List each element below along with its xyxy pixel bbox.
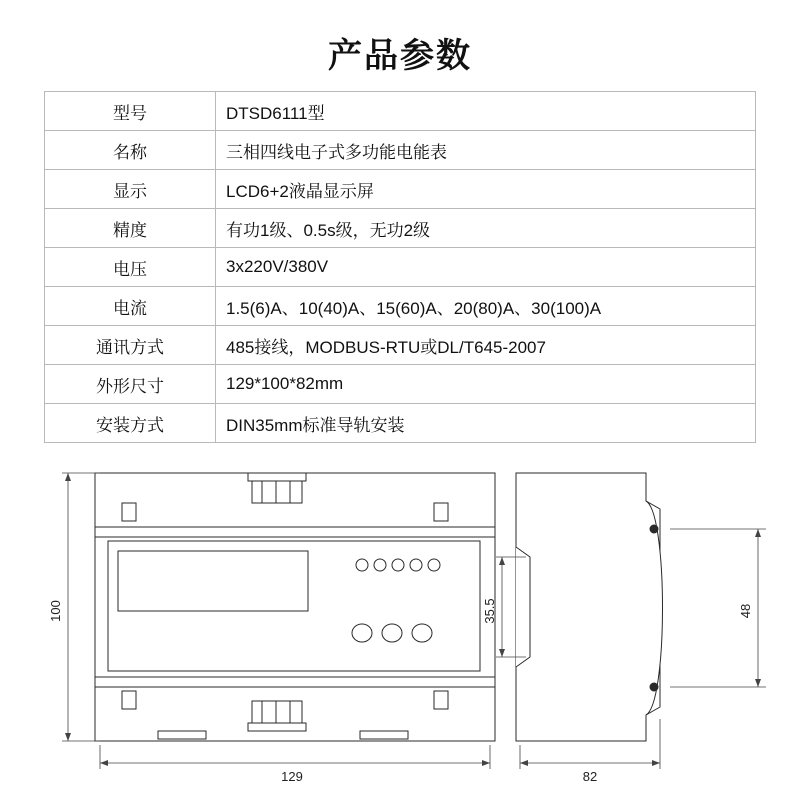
front-view bbox=[95, 473, 495, 741]
spec-value: 485接线，MODBUS-RTU或DL/T645-2007 bbox=[216, 326, 756, 365]
table-row bbox=[45, 131, 756, 170]
dim-side-height: 48 bbox=[738, 603, 753, 619]
table-row bbox=[45, 92, 756, 131]
table-row bbox=[45, 287, 756, 326]
spec-key: 显示 bbox=[45, 170, 216, 209]
dim-side-width: 82 bbox=[582, 769, 598, 784]
spec-key: 电流 bbox=[45, 287, 216, 326]
technical-drawing bbox=[0, 461, 800, 791]
spec-key: 外形尺寸 bbox=[45, 365, 216, 404]
spec-value: 三相四线电子式多功能电能表 bbox=[216, 131, 756, 170]
side-view bbox=[516, 473, 663, 741]
spec-key: 电压 bbox=[45, 248, 216, 287]
dim-front-width: 129 bbox=[281, 769, 303, 784]
dim-front-height: 100 bbox=[48, 600, 63, 622]
table-row bbox=[45, 326, 756, 365]
table-row bbox=[45, 404, 756, 443]
spec-value: 1.5(6)A、10(40)A、15(60)A、20(80)A、30(100)A bbox=[216, 287, 756, 326]
spec-value: LCD6+2液晶显示屏 bbox=[216, 170, 756, 209]
dim-rail: 35.5 bbox=[482, 598, 497, 624]
table-row bbox=[45, 170, 756, 209]
spec-value: 129*100*82mm bbox=[216, 365, 756, 404]
table-row bbox=[45, 248, 756, 287]
spec-value: DIN35mm标准导轨安装 bbox=[216, 404, 756, 443]
page-title: 产品参数 bbox=[328, 37, 472, 75]
spec-key: 精度 bbox=[45, 209, 216, 248]
spec-key: 型号 bbox=[45, 92, 216, 131]
spec-value: 3x220V/380V bbox=[216, 248, 756, 287]
spec-table-body bbox=[45, 92, 756, 443]
table-row bbox=[45, 209, 756, 248]
spec-key: 通讯方式 bbox=[45, 326, 216, 365]
spec-key: 安装方式 bbox=[45, 404, 216, 443]
spec-key: 名称 bbox=[45, 131, 216, 170]
table-row bbox=[45, 365, 756, 404]
spec-value: DTSD6111型 bbox=[216, 92, 756, 131]
drawing-svg bbox=[0, 461, 800, 791]
spec-value: 有功1级、0.5s级，无功2级 bbox=[216, 209, 756, 248]
spec-table bbox=[44, 91, 756, 443]
